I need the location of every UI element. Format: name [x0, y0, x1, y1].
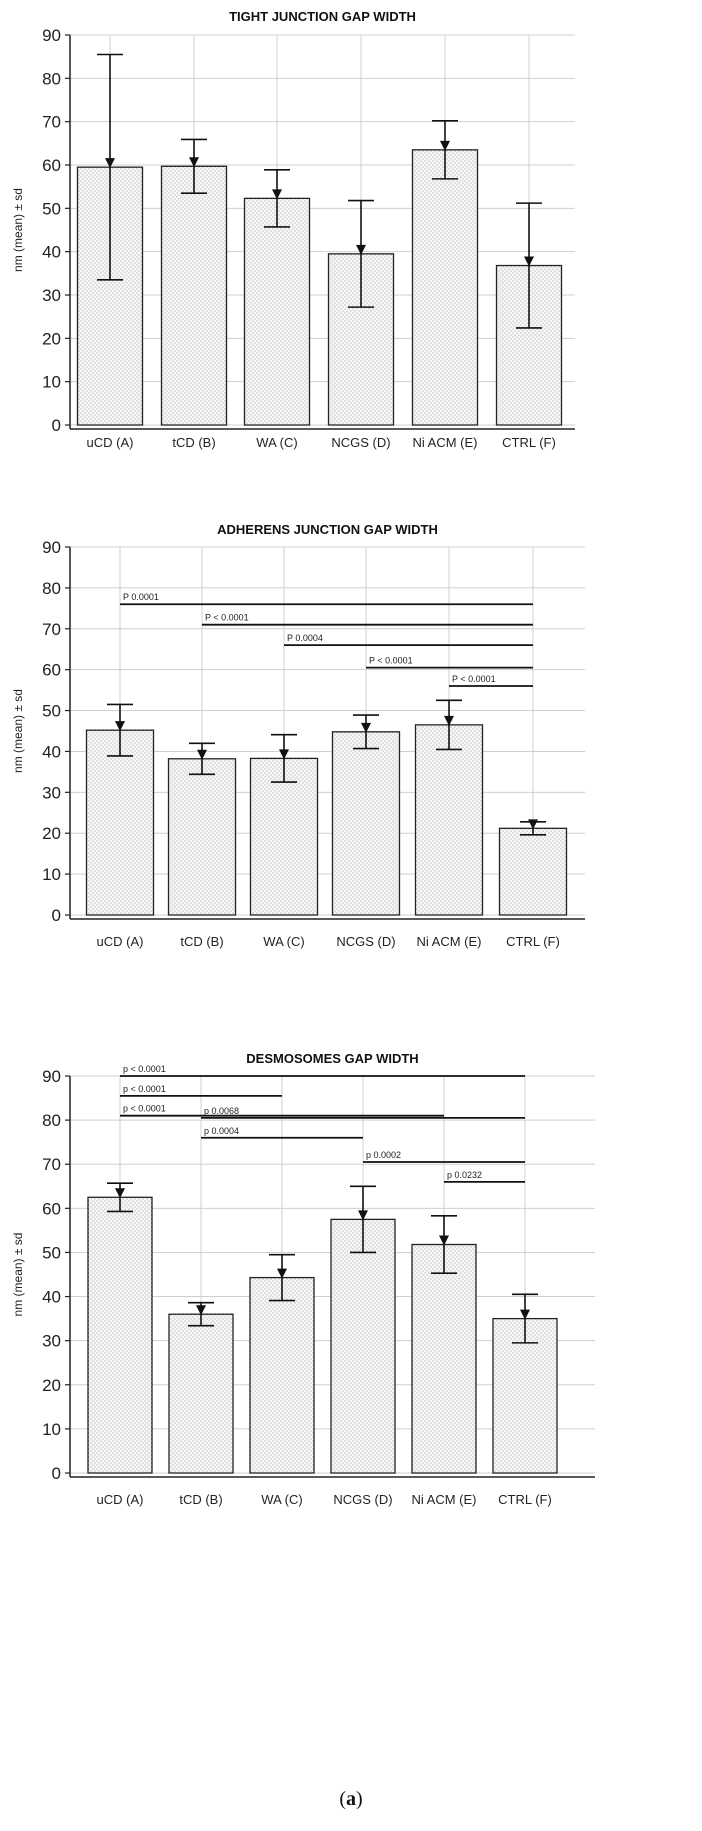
bar: [416, 725, 483, 915]
x-category-label: WA (C): [256, 435, 298, 450]
chart-2: [11, 522, 585, 949]
x-category-label: uCD (A): [86, 435, 134, 450]
p-value-label: P < 0.0001: [205, 612, 249, 623]
chart-title: DESMOSOMES GAP WIDTH: [246, 1051, 419, 1066]
y-tick-label: 90: [42, 26, 61, 45]
bar: [412, 1245, 476, 1473]
y-tick-label: 20: [42, 1375, 61, 1395]
y-tick-label: 50: [42, 199, 61, 219]
chart-3: [11, 1051, 595, 1507]
y-tick-label: 40: [42, 242, 61, 262]
y-tick-label: 10: [42, 1419, 61, 1439]
y-tick-label: 30: [42, 783, 61, 803]
x-category-label: tCD (B): [180, 934, 224, 949]
figure-caption: (a): [339, 1788, 363, 1810]
x-category-label: NCGS (D): [331, 435, 391, 450]
y-tick-label: 80: [42, 1111, 61, 1131]
x-category-label: NCGS (D): [333, 1492, 393, 1507]
bar: [88, 1197, 152, 1473]
bar: [413, 150, 478, 425]
x-category-label: uCD (A): [96, 1492, 144, 1507]
y-tick-label: 10: [42, 865, 61, 885]
y-tick-label: 80: [42, 578, 61, 598]
bar: [500, 828, 567, 915]
p-value-label: P 0.0004: [287, 633, 323, 644]
y-tick-label: 50: [42, 701, 61, 721]
p-value-label: p 0.0068: [204, 1105, 240, 1116]
p-value-label: p 0.0232: [447, 1169, 483, 1180]
y-axis-label: nm (mean) ± sd: [11, 689, 25, 773]
x-category-label: CTRL (F): [506, 934, 560, 949]
bar: [87, 730, 154, 915]
p-value-label: P < 0.0001: [369, 655, 413, 666]
p-value-label: p 0.0002: [366, 1150, 402, 1161]
x-category-label: CTRL (F): [498, 1492, 552, 1507]
p-value-label: p < 0.0001: [123, 1103, 166, 1114]
y-tick-label: 0: [51, 906, 61, 925]
y-axis-label: nm (mean) ± sd: [11, 1232, 25, 1317]
chart-title: ADHERENS JUNCTION GAP WIDTH: [217, 522, 438, 537]
y-tick-label: 90: [42, 538, 61, 557]
x-category-label: uCD (A): [96, 934, 144, 949]
x-category-label: NCGS (D): [336, 934, 396, 949]
y-tick-label: 60: [42, 156, 61, 175]
x-category-label: WA (C): [261, 1492, 303, 1507]
y-axis-label: nm (mean) ± sd: [11, 188, 25, 272]
y-tick-label: 80: [42, 69, 61, 89]
y-tick-label: 70: [42, 1155, 61, 1175]
x-category-label: WA (C): [263, 934, 305, 949]
bar: [333, 732, 400, 915]
y-tick-label: 10: [42, 372, 61, 392]
y-tick-label: 90: [42, 1067, 61, 1086]
x-category-label: tCD (B): [179, 1492, 223, 1507]
p-value-label: p < 0.0001: [123, 1083, 166, 1094]
y-tick-label: 0: [51, 1464, 61, 1483]
chart-1: [11, 9, 575, 450]
bar: [169, 1314, 233, 1473]
y-tick-label: 60: [42, 1199, 61, 1219]
y-tick-label: 60: [42, 660, 61, 680]
y-tick-label: 30: [42, 1331, 61, 1351]
y-tick-label: 40: [42, 1287, 61, 1307]
p-value-label: P < 0.0001: [452, 674, 496, 685]
x-category-label: tCD (B): [172, 435, 216, 450]
bar: [169, 759, 236, 915]
x-category-label: Ni ACM (E): [412, 435, 478, 450]
y-tick-label: 0: [51, 416, 61, 435]
p-value-label: p 0.0004: [204, 1125, 240, 1136]
bar: [331, 1219, 395, 1473]
p-value-label: p < 0.0001: [123, 1064, 166, 1074]
y-tick-label: 20: [42, 824, 61, 844]
y-tick-label: 30: [42, 286, 61, 305]
y-tick-label: 70: [42, 619, 61, 639]
bar: [245, 198, 310, 425]
y-tick-label: 70: [42, 112, 61, 132]
bar: [250, 1278, 314, 1473]
y-tick-label: 40: [42, 742, 61, 762]
bar: [162, 166, 227, 425]
p-value-label: P 0.0001: [123, 592, 159, 603]
x-category-label: Ni ACM (E): [411, 1492, 477, 1507]
x-category-label: Ni ACM (E): [416, 934, 482, 949]
y-tick-label: 20: [42, 329, 61, 349]
chart-title: TIGHT JUNCTION GAP WIDTH: [229, 9, 416, 24]
y-tick-label: 50: [42, 1243, 61, 1263]
x-category-label: CTRL (F): [502, 435, 556, 450]
